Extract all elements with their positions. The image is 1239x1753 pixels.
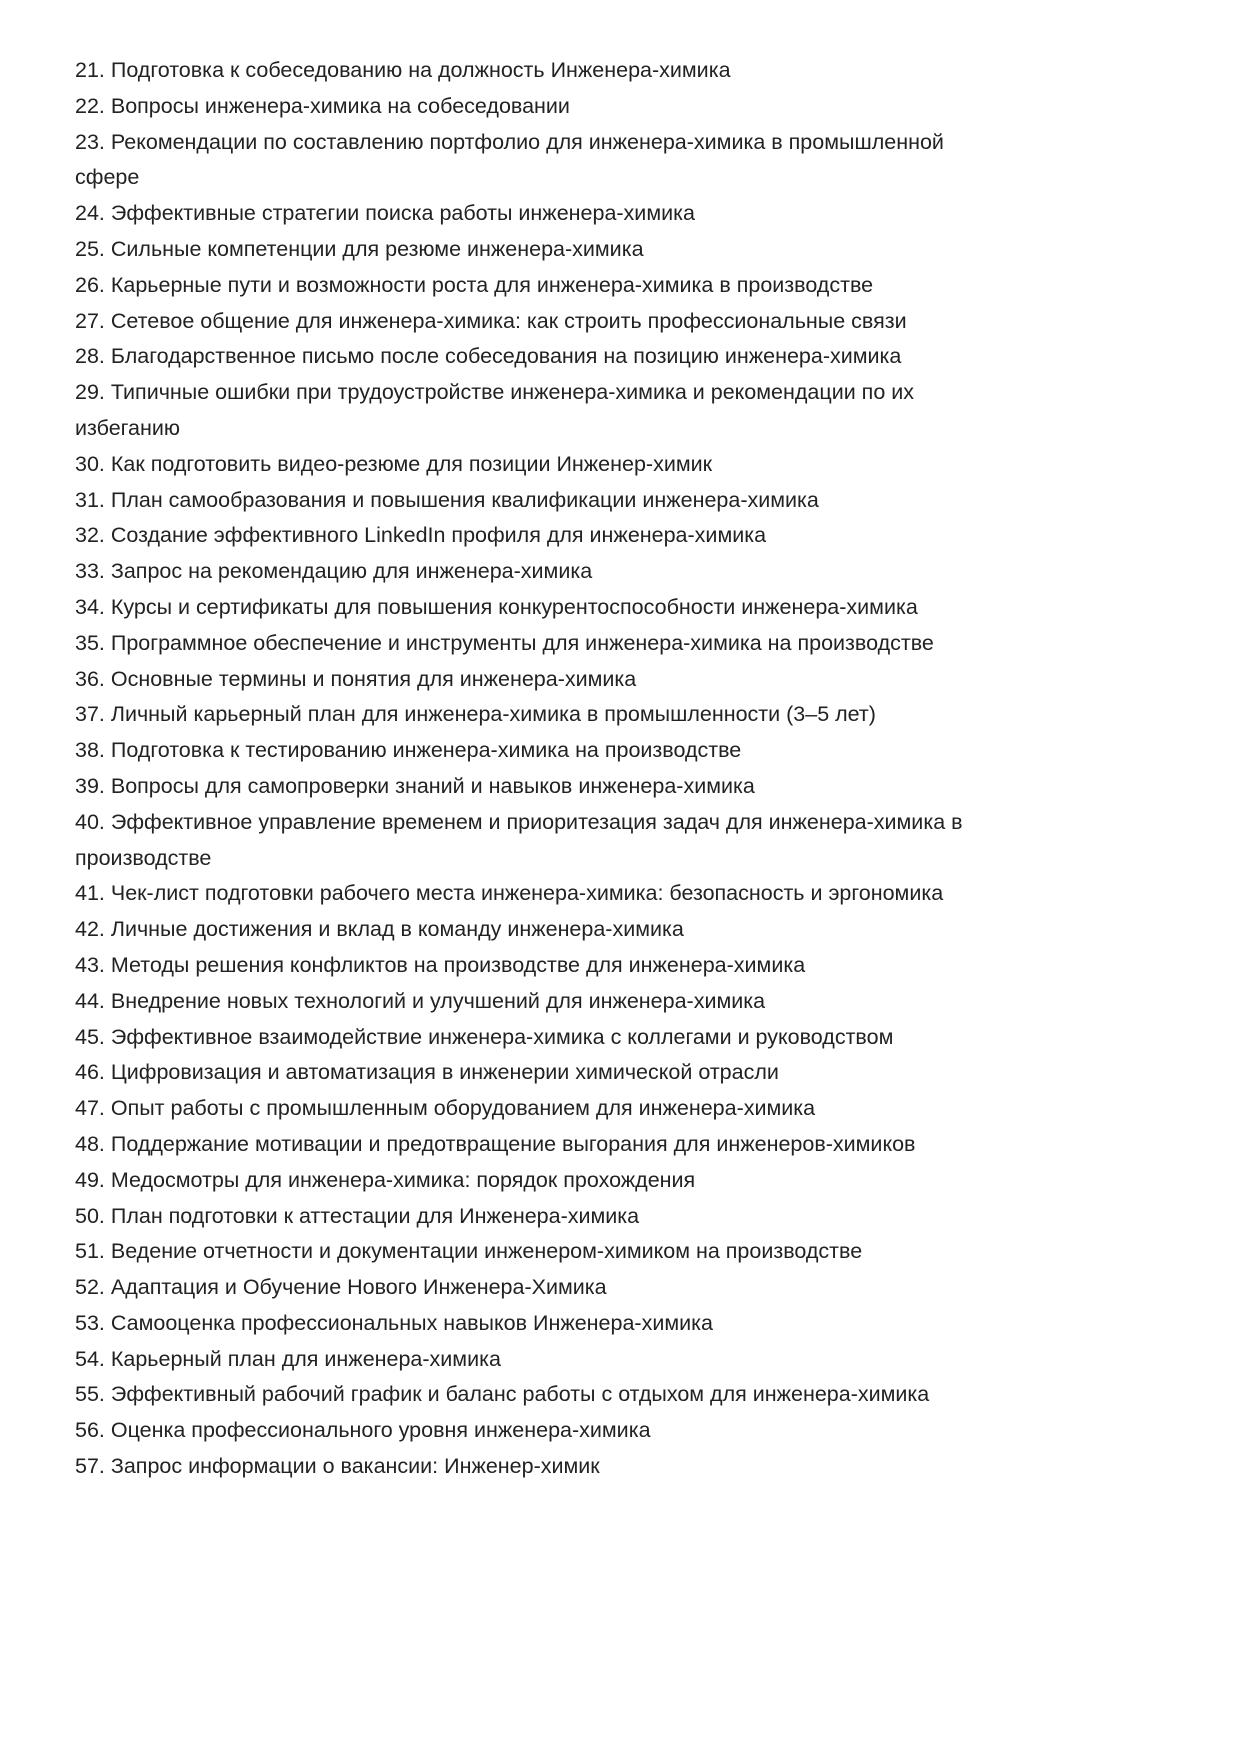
list-item: 41. Чек-лист подготовки рабочего места инженера-химика: безопасность и эргономика xyxy=(75,881,944,906)
list-item: 34. Курсы и сертификаты для повышения конкурентоспособности инженера-химика xyxy=(75,594,918,619)
list-item: 53. Самооценка профессиональных навыков Инженера-химика xyxy=(75,1310,713,1335)
list-item: 45. Эффективное взаимодействие инженера-химика с коллегами и руководством xyxy=(75,1024,894,1049)
list-item: 22. Вопросы инженера-химика на собеседовании xyxy=(75,93,570,118)
list-item: 42. Личные достижения и вклад в команду инженера-химика xyxy=(75,917,684,942)
list-item: 27. Сетевое общение для инженера-химика: как строить профессиональные связи xyxy=(75,308,907,333)
list-item: 26. Карьерные пути и возможности роста для инженера-химика в производстве xyxy=(75,272,874,297)
list-item: 28. Благодарственное письмо после собеседования на позицию инженера-химика xyxy=(75,344,902,369)
list-item: 21. Подготовка к собеседованию на должность Инженера-химика xyxy=(75,58,731,82)
list-item: 46. Цифровизация и автоматизация в инженерии химической отрасли xyxy=(75,1060,779,1085)
list-item: 35. Программное обеспечение и инструменты для инженера-химика на производстве xyxy=(75,630,934,655)
list-item: 51. Ведение отчетности и документации инженером-химиком на производстве xyxy=(75,1239,863,1264)
list-item: 40. Эффективное управление временем и приоритезация задач для инженера-химика в производстве xyxy=(75,809,963,870)
list-item: 33. Запрос на рекомендацию для инженера-химика xyxy=(75,559,593,584)
list-item: 48. Поддержание мотивации и предотвращение выгорания для инженеров-химиков xyxy=(75,1131,916,1156)
list-item: 36. Основные термины и понятия для инженера-химика xyxy=(75,666,637,691)
list-item: 44. Внедрение новых технологий и улучшений для инженера-химика xyxy=(75,988,766,1013)
list-item: 52. Адаптация и Обучение Нового Инженера-Химика xyxy=(75,1275,607,1300)
list-item: 47. Опыт работы с промышленным оборудованием для инженера-химика xyxy=(75,1096,816,1121)
list-item: 54. Карьерный план для инженера-химика xyxy=(75,1346,501,1371)
list-item: 32. Создание эффективного LinkedIn профиля для инженера-химика xyxy=(75,523,767,548)
list-item: 39. Вопросы для самопроверки знаний и навыков инженера-химика xyxy=(75,773,755,798)
list-item: 23. Рекомендации по составлению портфолио для инженера-химика в промышленной сфере xyxy=(75,129,944,190)
list-item: 55. Эффективный рабочий график и баланс работы с отдыхом для инженера-химика xyxy=(75,1382,930,1407)
list-item: 37. Личный карьерный план для инженера-химика в промышленности (3–5 лет) xyxy=(75,702,876,727)
list-item: 50. План подготовки к аттестации для Инженера-химика xyxy=(75,1203,640,1228)
list-item: 38. Подготовка к тестированию инженера-химика на производстве xyxy=(75,738,742,763)
list-item: 25. Сильные компетенции для резюме инженера-химика xyxy=(75,236,644,261)
list-item: 57. Запрос информации о вакансии: Инженер-химик xyxy=(75,1454,600,1479)
list-item: 24. Эффективные стратегии поиска работы инженера-химика xyxy=(75,201,695,226)
list-item: 56. Оценка профессионального уровня инженера-химика xyxy=(75,1418,651,1443)
list-item: 31. План самообразования и повышения квалификации инженера-химика xyxy=(75,487,819,512)
list-item: 30. Как подготовить видео-резюме для позиции Инженер-химик xyxy=(75,451,713,476)
document-list xyxy=(75,53,1000,1485)
list-item: 29. Типичные ошибки при трудоустройстве инженера-химика и рекомендации по их избеганию xyxy=(75,380,915,440)
list-item: 43. Методы решения конфликтов на производстве для инженера-химика xyxy=(75,952,806,977)
list-item: 49. Медосмотры для инженера-химика: порядок прохождения xyxy=(75,1167,696,1192)
